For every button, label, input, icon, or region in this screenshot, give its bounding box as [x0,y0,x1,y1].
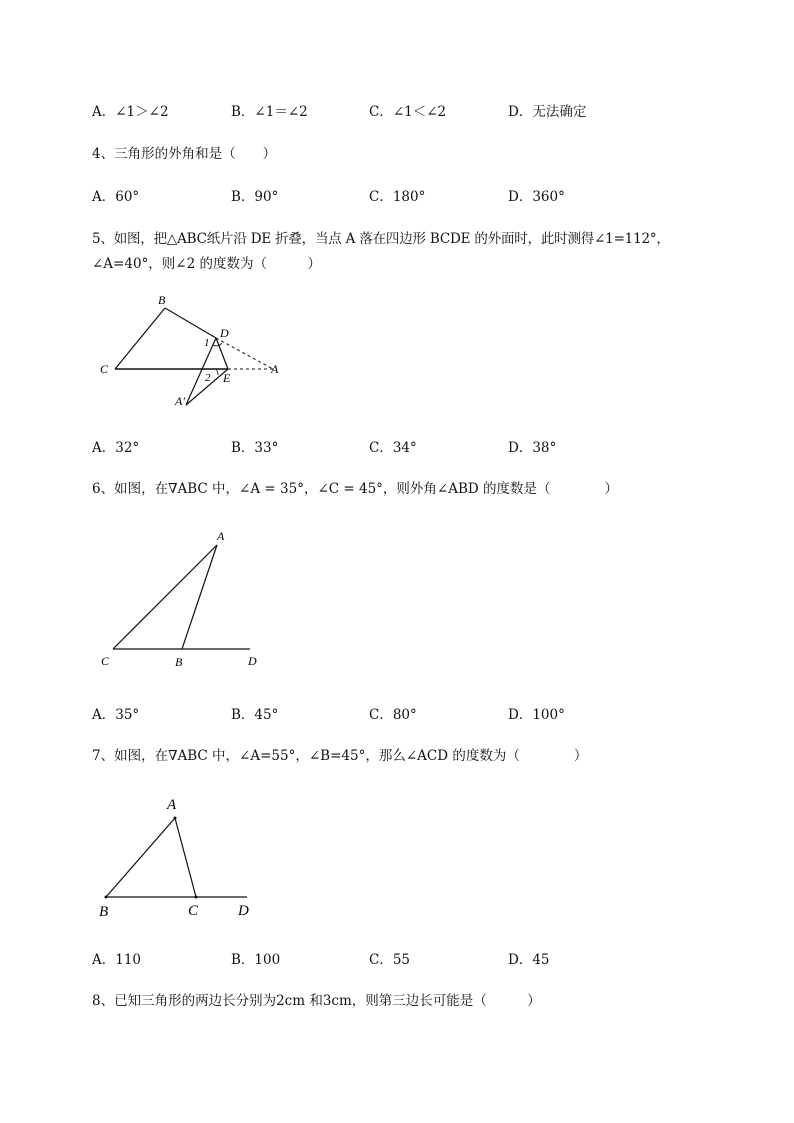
q7-option-a: A．110 [92,952,142,968]
q4-option-d: D．360° [508,189,565,205]
q5-label-e: E [223,371,231,385]
q5-stem-line1: 5、如图，把△ABC纸片沿 DE 折叠，当点 A 落在四边形 BCDE 的外面时，此时测得∠1=112°， [92,231,670,247]
q6-segment-ca [113,545,217,649]
q7-point-c [195,896,198,899]
q5-label-1: 1 [204,337,210,349]
q7-stem: 7、如图，在∇ABC 中，∠A=55°，∠B=45°，那么∠ACD 的度数为（ ） [92,748,588,764]
q5-label-a: A [271,362,279,376]
q5-option-c: C．34° [369,440,417,456]
q7-label-b: B [99,904,109,920]
q6-option-b: B．45° [231,707,279,723]
q6-segment-ab [182,545,217,649]
q5-angle-2-arc [216,369,218,375]
q6-option-a: A．35° [92,707,140,723]
q6-figure [95,525,275,675]
q4-stem: 4、三角形的外角和是（ ） [92,146,277,162]
q7-label-d: D [238,903,249,919]
q5-segment-de [216,338,228,369]
q8-stem: 8、已知三角形的两边长分别为2cm 和3cm，则第三边长可能是（ ） [92,993,541,1009]
q7-figure [92,790,272,925]
q4-option-c: C．180° [369,189,426,205]
q7-option-b: B．100 [231,952,281,968]
q5-figure [95,290,295,410]
q5-option-a: A．32° [92,440,140,456]
q7-segment-ba [106,818,175,897]
q3-option-c: C．∠1＜∠2 [369,104,447,120]
q5-label-a-prime: A′ [175,394,185,408]
q7-point-a [174,817,177,820]
q7-point-b [105,896,108,899]
q5-option-b: B．33° [231,440,279,456]
q7-option-c: C．55 [369,952,411,968]
q6-label-d: D [248,654,257,668]
q5-label-c: C [100,362,109,376]
q6-option-c: C．80° [369,707,417,723]
q3-option-d: D．无法确定 [508,104,587,120]
q5-stem-line2: ∠A=40°，则∠2 的度数为（ ） [92,256,321,272]
q6-label-a: A [217,529,225,543]
q5-label-d: D [220,326,229,340]
q6-label-b: B [175,655,183,669]
q4-option-b: B．90° [231,189,279,205]
q5-label-b: B [158,293,166,307]
q4-option-a: A．60° [92,189,140,205]
q7-label-c: C [188,903,199,919]
q7-segment-ac [175,818,196,897]
q5-dashed-da [216,338,273,369]
q6-stem: 6、如图，在∇ABC 中，∠A = 35°，∠C = 45°，则外角∠ABD 的度数是（ ） [92,481,618,497]
q6-label-c: C [101,654,110,668]
q7-option-d: D．45 [508,952,550,968]
q5-label-2: 2 [205,372,211,384]
q5-segment-da-prime [186,338,216,405]
q3-option-b: B．∠1＝∠2 [231,104,308,120]
q5-segment-bd [165,308,216,338]
q5-segment-cb [115,308,165,369]
q5-option-d: D．38° [508,440,557,456]
q3-option-a: A．∠1＞∠2 [92,104,169,120]
q6-option-d: D．100° [508,707,565,723]
q7-label-a: A [167,797,177,813]
